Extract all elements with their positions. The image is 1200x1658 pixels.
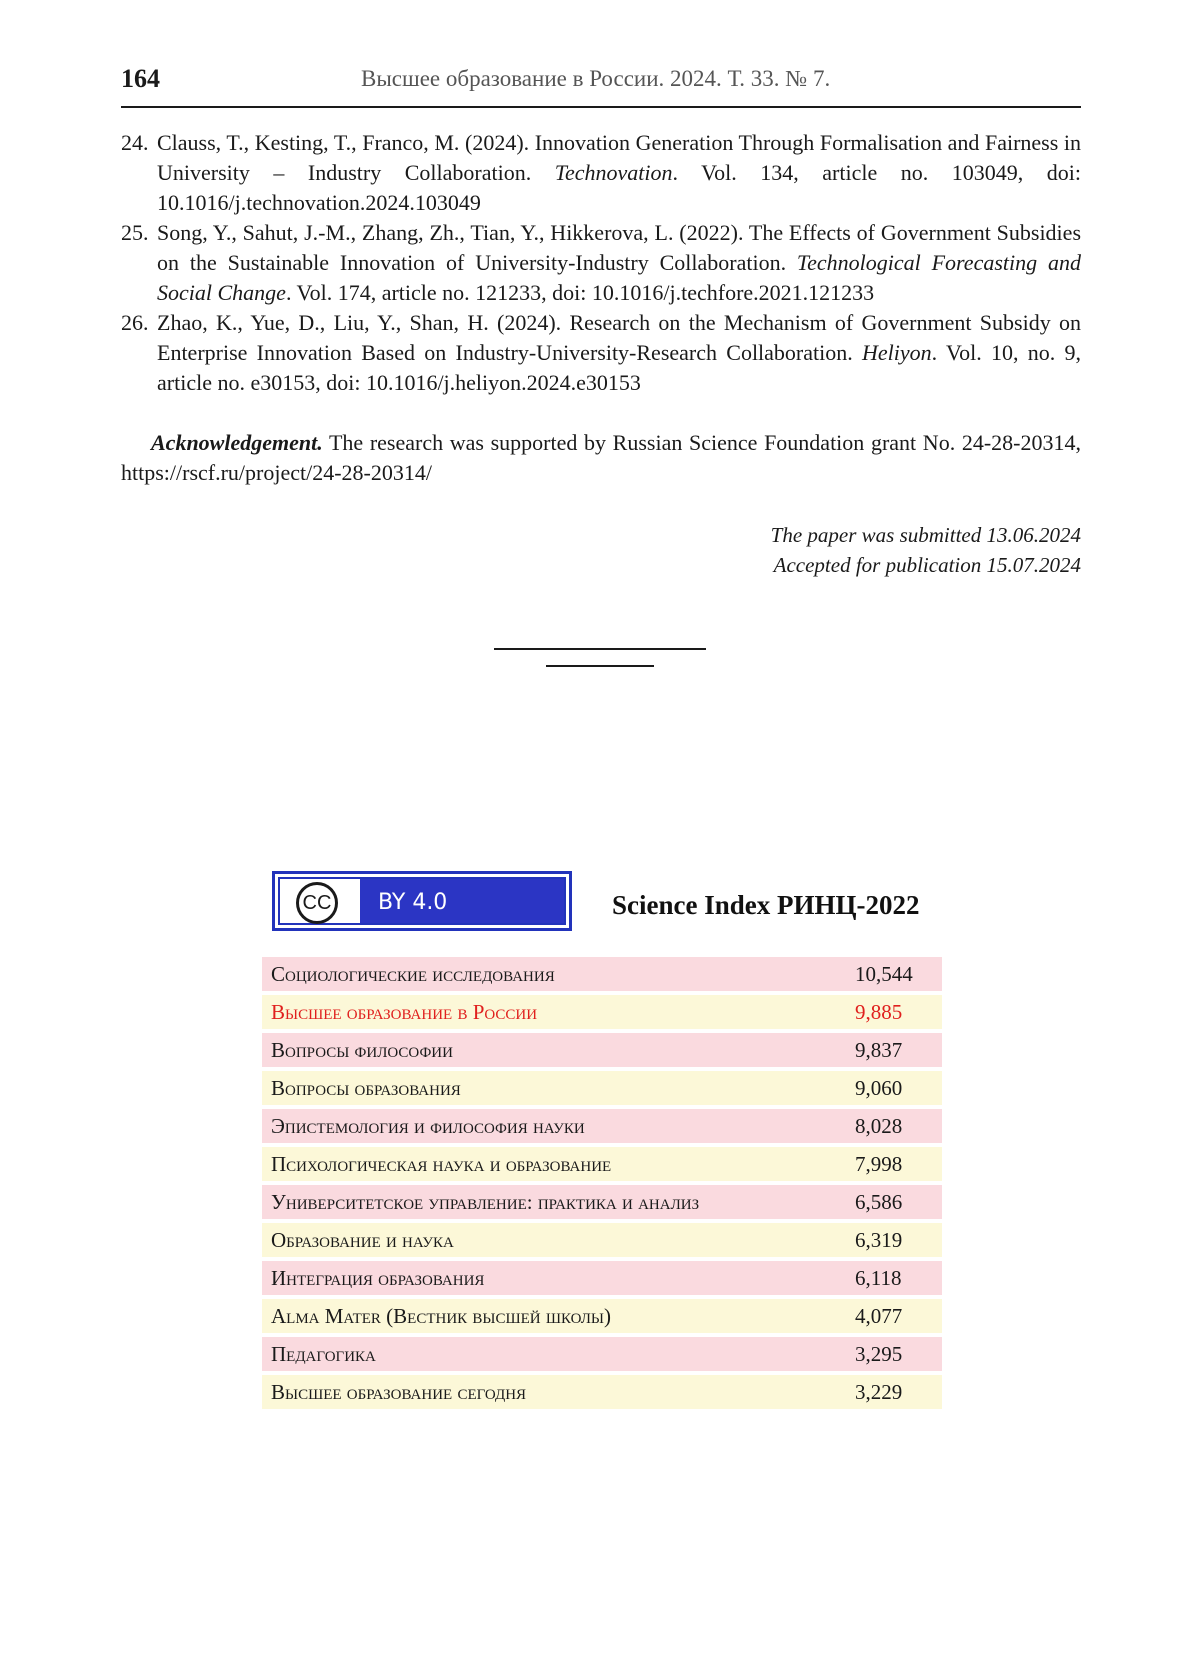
journal-name: Вопросы образования [271,1076,461,1100]
table-row [262,957,942,991]
reference-text: Clauss, T., Kesting, T., Franco, M. (2024). Innovation Generation Through Formalisation and Fairness in University – Industry Collaboration. [157,130,1081,185]
table-row [262,995,942,1029]
journal-score: 9,837 [855,1038,903,1062]
table-row [262,1337,942,1371]
table-row [262,1185,942,1219]
journal-score: 10,544 [855,962,913,986]
journal-name: Высшее образование в России [271,1000,538,1024]
journal-name: Интеграция образования [271,1266,485,1290]
reference-text: Song, Y., Sahut, J.-M., Zhang, Zh., Tian, Y., Hikkerova, L. (2022). The Effects of Government Subsidies on the Sustainable Innovation of University-Industry Collaboration. [157,220,1081,275]
acknowledgement-label: Acknowledgement. [151,430,323,455]
table-row [262,1109,942,1143]
reference-list [121,128,1081,398]
submitted-date: The paper was submitted 13.06.2024 [770,523,1081,547]
accepted-date: Accepted for publication 15.07.2024 [773,553,1081,577]
journal-name: Социологические исследования [271,962,555,986]
end-divider-long [494,648,706,650]
journal-name: Университетское управление: практика и анализ [271,1190,700,1214]
acknowledgement-text: The research was supported by Russian Science Foundation grant No. 24-28-20314, https://rscf.ru/project/24-28-20314/ [121,430,1081,485]
reference-journal: Technovation [554,160,673,185]
journal-score: 7,998 [855,1152,903,1176]
journal-score: 6,586 [855,1190,903,1214]
journal-score: 9,885 [855,1000,903,1024]
journal-score: 9,060 [855,1076,903,1100]
cc-license-badge [272,871,572,931]
journal-score: 3,295 [855,1342,903,1366]
journal-name: Образование и наука [271,1228,454,1252]
reference-journal: Technological Forecasting and Social Change [157,250,1081,305]
table-row [262,1299,942,1333]
journal-score: 6,319 [855,1228,903,1252]
table-row [262,1261,942,1295]
journal-name: Психологическая наука и образование [271,1152,612,1176]
reference-details: . Vol. 134, article no. 103049, doi: 10.1016/j.technovation.2024.103049 [157,160,1081,215]
acknowledgement [121,428,1081,488]
journal-name: Вопросы философии [271,1038,453,1062]
end-divider-short [546,665,654,667]
publication-dates [771,520,1081,580]
journal-score: 3,229 [855,1380,903,1404]
table-row [262,1033,942,1067]
table-row [262,1375,942,1409]
reference-details: . Vol. 174, article no. 121233, doi: 10.1016/j.techfore.2021.121233 [285,280,875,305]
reference-number: 24. [121,130,149,155]
page-number: 164 [121,64,160,93]
creative-commons-icon: CC [296,882,338,924]
license-label: BY 4.0 [360,879,564,923]
journal-score: 8,028 [855,1114,903,1138]
license-badge-inner [278,877,566,925]
reference-journal: Heliyon [862,340,932,365]
reference-item [121,128,1081,218]
table-row [262,1223,942,1257]
journal-name: Эпистемология и философия науки [271,1114,585,1138]
journal-name: Высшее образование сегодня [271,1380,527,1404]
journal-name: Alma Mater (Вестник высшей школы) [271,1304,611,1328]
reference-item [121,308,1081,398]
running-title: Высшее образование в России. 2024. Т. 33. № 7. [361,66,831,91]
page-header [121,58,1081,108]
table-row [262,1071,942,1105]
index-title: Science Index РИНЦ-2022 [612,890,920,920]
reference-number: 26. [121,310,149,335]
journal-score: 4,077 [855,1304,903,1328]
reference-text: Zhao, K., Yue, D., Liu, Y., Shan, H. (2024). Research on the Mechanism of Government Subsidy on Enterprise Innovation Based on Industry-University-Research Collaboration. [157,310,1081,365]
reference-number: 25. [121,220,149,245]
journal-score: 6,118 [855,1266,902,1290]
table-row [262,1147,942,1181]
reference-details: . Vol. 10, no. 9, article no. e30153, doi: 10.1016/j.heliyon.2024.e30153 [157,340,1081,395]
ranking-table [262,957,942,1413]
reference-item [121,218,1081,308]
journal-name: Педагогика [271,1342,376,1366]
